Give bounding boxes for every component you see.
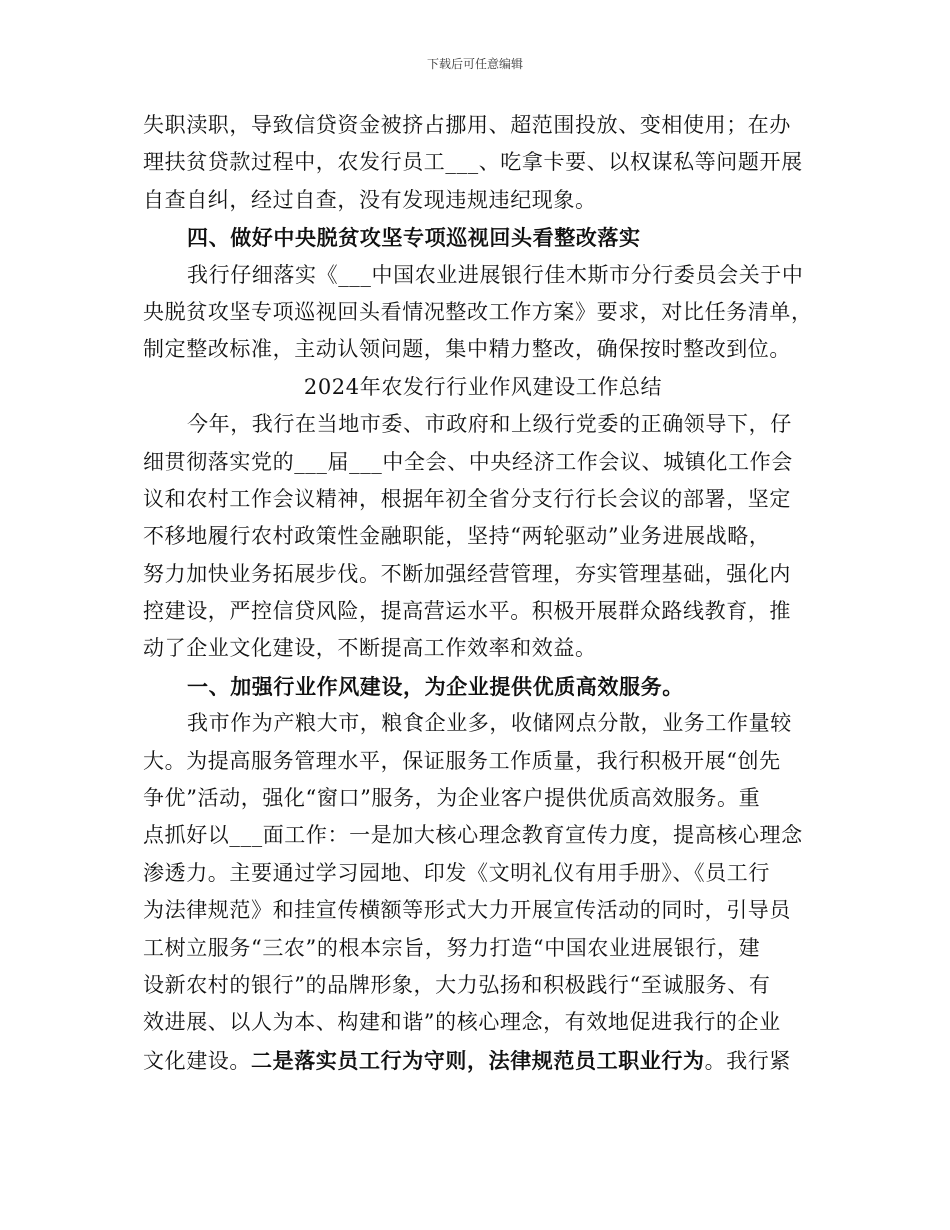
text-line: 制定整改标准，主动认领问题，集中精力整改，确保按时整改到位。 [143,337,791,362]
text-line: 动了企业文化建设，不断提高工作效率和效益。 [143,636,597,661]
text-run: 文化建设。 [143,1048,251,1073]
text-line: 点抓好以___面工作：一是加大核心理念教育宣传力度，提高核心理念 [143,823,803,848]
page-header-note: 下载后可任意编辑 [426,57,523,71]
document-title: 2024年农发行行业作风建设工作总结 [303,374,663,399]
text-line: 理扶贫贷款过程中，农发行员工___、吃拿卡要、以权谋私等问题开展 [143,150,803,175]
text-line: 争优”活动，强化“窗口”服务，为企业客户提供优质高效服务。重 [143,786,761,811]
text-line: 我市作为产粮大市，粮食企业多，收储网点分散，业务工作量较 [187,711,792,736]
text-line: 我行仔细落实《___中国农业进展银行佳木斯市分行委员会关于中 [187,262,804,287]
text-line: 失职渎职，导致信贷资金被挤占挪用、超范围投放、变相使用；在办 [143,113,791,137]
text-line: 央脱贫攻坚专项巡视回头看情况整改工作方案》要求，对比任务清单， [143,299,813,324]
text-line: 大。为提高服务管理水平，保证服务工作质量，我行积极开展“创先 [143,748,781,773]
text-line: 设新农村的银行”的品牌形象，大力弘扬和积极践行“至诚服务、有 [143,972,771,997]
text-line: 工树立服务“三农”的根本宗旨，努力打造“中国农业进展银行，建 [143,935,761,960]
text-line-mixed [143,1042,823,1079]
text-line: 不移地履行农村政策性金融职能，坚持“两轮驱动”业务进展战略， [143,524,771,549]
text-line: 细贯彻落实党的___届___中全会、中央经济工作会议、城镇化工作会 [143,449,793,474]
bold-text-run: 二是落实员工行为守则，法律规范员工职业行为 [251,1047,705,1073]
text-run: 。我行紧 [704,1048,792,1073]
text-line: 为法律规范》和挂宣传横额等形式大力开展宣传活动的同时，引导员 [143,898,791,923]
text-line: 议和农村工作会议精神，根据年初全省分支行行长会议的部署，坚定 [143,486,791,511]
text-line: 自查自纠，经过自查，没有发现违规违纪现象。 [143,187,597,212]
document-body [143,107,823,1079]
text-line: 效进展、以人为本、构建和谐”的核心理念，有效地促进我行的企业 [143,1010,781,1035]
text-line: 控建设，严控信贷风险，提高营运水平。积极开展群众路线教育，推 [143,599,791,624]
section-heading: 一、加强行业作风建设，为企业提供优质高效服务。 [187,673,684,699]
text-line: 今年，我行在当地市委、市政府和上级行党委的正确领导下，仔 [187,412,792,437]
text-line: 努力加快业务拓展步伐。不断加强经营管理，夯实管理基础，强化内 [143,561,791,586]
text-line: 渗透力。主要通过学习园地、印发《文明礼仪有用手册》、《员工行 [143,860,770,885]
section-heading: 四、做好中央脱贫攻坚专项巡视回头看整改落实 [187,225,641,251]
